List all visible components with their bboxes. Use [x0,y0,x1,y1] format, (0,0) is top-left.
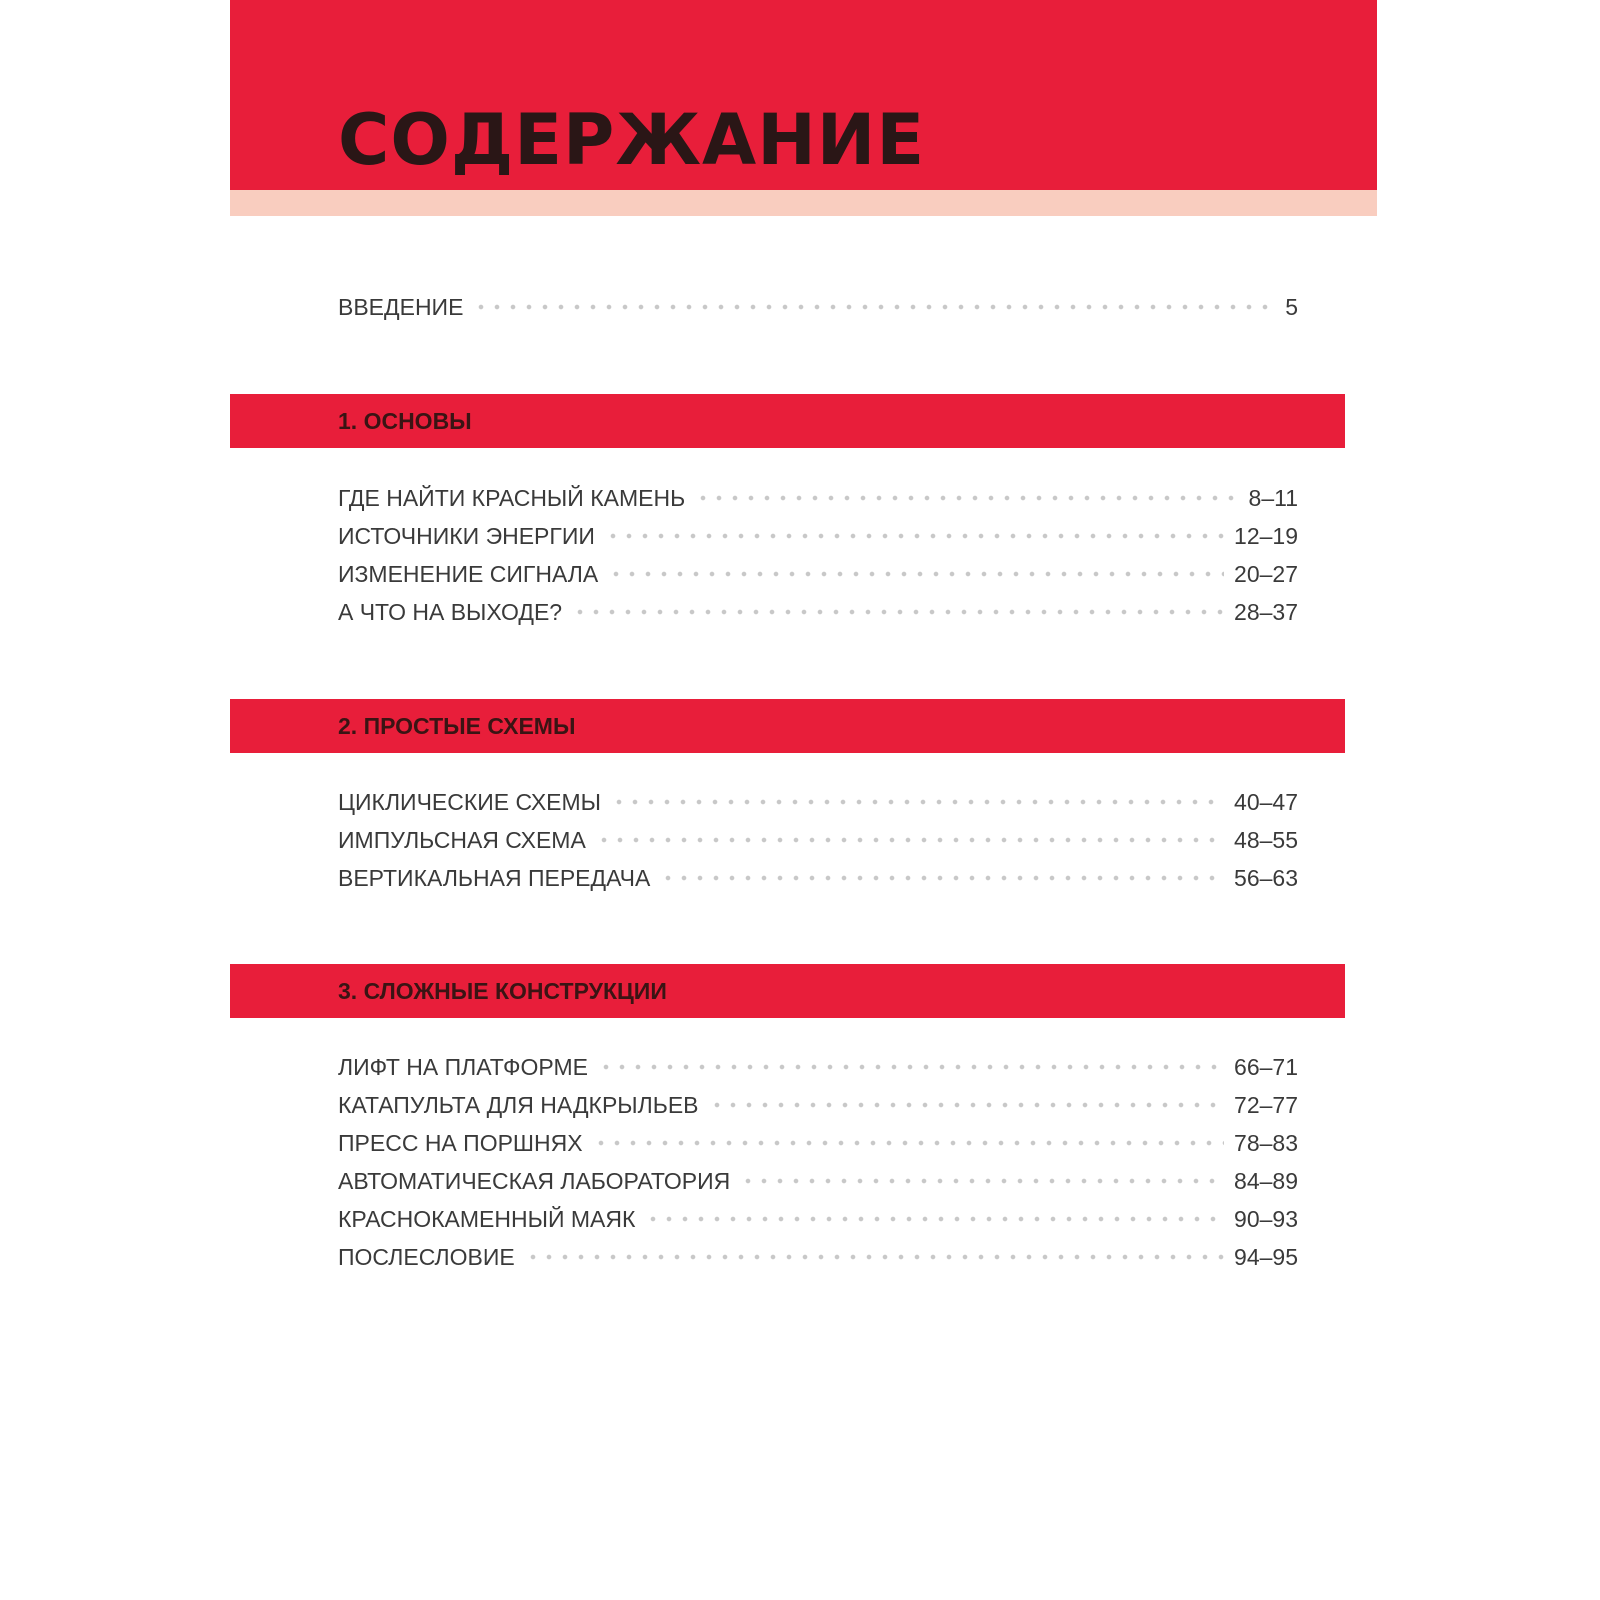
toc-entry[interactable] [338,1202,1298,1236]
leader-dots [709,1102,1225,1108]
leader-dots [660,875,1224,881]
toc-entry[interactable] [338,861,1298,895]
toc-entry-page: 20–27 [1234,560,1298,587]
toc-entry-title: ЦИКЛИЧЕСКИЕ СХЕМЫ [338,788,602,815]
page-title: СОДЕРЖАНИЕ [338,99,926,181]
toc-entry-page: 28–37 [1234,598,1298,625]
toc-entry-page: 66–71 [1234,1053,1298,1080]
section-heading: 1. ОСНОВЫ [338,407,472,434]
toc-entry-page: 94–95 [1234,1243,1298,1270]
toc-entry-title: КРАСНОКАМЕННЫЙ МАЯК [338,1205,636,1232]
toc-entry[interactable] [338,1088,1298,1122]
toc-entry-title: ПОСЛЕСЛОВИЕ [338,1243,515,1270]
toc-entry-title: ИМПУЛЬСНАЯ СХЕМА [338,826,586,853]
toc-entry[interactable] [338,823,1298,857]
header-stripe [230,190,1377,216]
toc-entry[interactable] [338,1164,1298,1198]
section-heading: 3. СЛОЖНЫЕ КОНСТРУКЦИИ [338,977,667,1004]
toc-entry[interactable] [338,481,1298,515]
toc-entry-title: АВТОМАТИЧЕСКАЯ ЛАБОРАТОРИЯ [338,1167,731,1194]
toc-entry-page: 78–83 [1234,1129,1298,1156]
toc-entry-title: А ЧТО НА ВЫХОДЕ? [338,598,563,625]
toc-entry-title: ЛИФТ НА ПЛАТФОРМЕ [338,1053,589,1080]
toc-entry-page: 72–77 [1234,1091,1298,1118]
section-header-2[interactable] [230,699,1345,753]
toc-entry-title: КАТАПУЛЬТА ДЛЯ НАДКРЫЛЬЕВ [338,1091,699,1118]
toc-entry-page: 8–11 [1248,484,1298,511]
leader-dots [695,495,1238,501]
toc-entry-title: ПРЕСС НА ПОРШНЯХ [338,1129,583,1156]
leader-dots [572,609,1224,615]
toc-entry-page: 56–63 [1234,864,1298,891]
toc-entry-page: 90–93 [1234,1205,1298,1232]
toc-entry-page: 84–89 [1234,1167,1298,1194]
toc-entry[interactable] [338,1126,1298,1160]
toc-entry[interactable] [338,595,1298,629]
toc-entry-intro[interactable] [338,290,1298,324]
leader-dots [598,1064,1224,1070]
toc-entry[interactable] [338,519,1298,553]
toc-entry-page: 12–19 [1234,522,1298,549]
toc-entry-page: 5 [1285,293,1298,320]
section-header-1[interactable] [230,394,1345,448]
toc-entry[interactable] [338,1240,1298,1274]
leader-dots [608,571,1224,577]
toc-entry[interactable] [338,785,1298,819]
toc-entry-title: ГДЕ НАЙТИ КРАСНЫЙ КАМЕНЬ [338,484,686,511]
toc-entry-page: 48–55 [1234,826,1298,853]
leader-dots [611,799,1224,805]
toc-entry-title: ИСТОЧНИКИ ЭНЕРГИИ [338,522,595,549]
section-heading: 2. ПРОСТЫЕ СХЕМЫ [338,712,576,739]
leader-dots [605,533,1224,539]
leader-dots [596,837,1224,843]
leader-dots [645,1216,1224,1222]
toc-entry-title: ВВЕДЕНИЕ [338,293,464,320]
toc-entry-title: ВЕРТИКАЛЬНАЯ ПЕРЕДАЧА [338,864,651,891]
toc-entry[interactable] [338,557,1298,591]
toc-entry-page: 40–47 [1234,788,1298,815]
leader-dots [525,1254,1224,1260]
toc-entry-title: ИЗМЕНЕНИЕ СИГНАЛА [338,560,599,587]
leader-dots [740,1178,1224,1184]
toc-entry[interactable] [338,1050,1298,1084]
leader-dots [593,1140,1224,1146]
leader-dots [473,304,1275,310]
section-header-3[interactable] [230,964,1345,1018]
